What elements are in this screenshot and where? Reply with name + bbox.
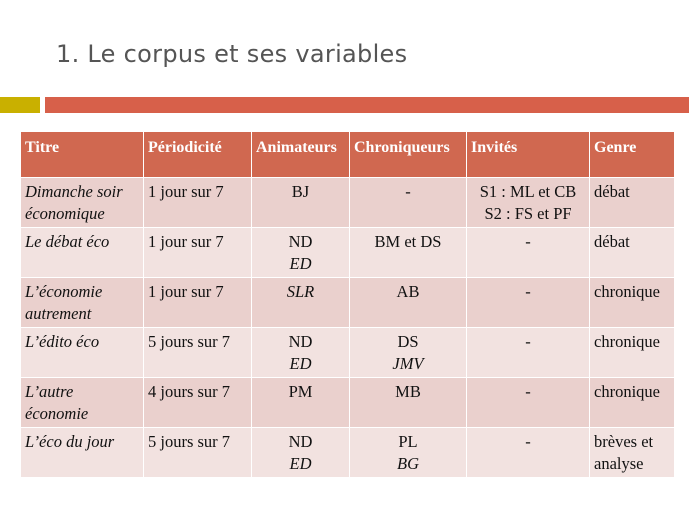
cell-titre [21, 178, 144, 228]
cell-animateurs [252, 278, 350, 328]
genre-line: chronique [594, 282, 660, 301]
cell-animateurs [252, 378, 350, 428]
table-row [21, 328, 675, 378]
animateur-name-italic: SLR [286, 282, 315, 301]
titre-line: L’édito éco [25, 332, 100, 351]
genre-line: chronique [594, 382, 660, 401]
cell-invites [467, 278, 590, 328]
chroniqueur-name: DS [397, 332, 419, 351]
animateur-name-italic: ED [289, 254, 312, 273]
cell-titre [21, 328, 144, 378]
animateur-name: ND [288, 432, 313, 451]
cell-chroniqueurs [350, 178, 467, 228]
cell-periodicite: 1 jour sur 7 [144, 278, 252, 328]
accent-bar-red [45, 97, 689, 113]
corpus-table [20, 131, 675, 478]
animateur-name: PM [288, 382, 313, 401]
header-periodicite: Périodicité [144, 132, 252, 178]
cell-titre [21, 228, 144, 278]
header-genre: Genre [590, 132, 675, 178]
animateur-name-italic: ED [289, 454, 312, 473]
cell-titre [21, 428, 144, 478]
genre-line: débat [594, 232, 630, 251]
slide-title: 1. Le corpus et ses variables [56, 40, 408, 68]
cell-invites [467, 378, 590, 428]
cell-titre [21, 378, 144, 428]
invite-line: S2 : FS et PF [484, 204, 572, 223]
accent-bar-yellow [0, 97, 40, 113]
invite-line: - [525, 332, 531, 351]
cell-periodicite: 4 jours sur 7 [144, 378, 252, 428]
invite-line: S1 : ML et CB [479, 182, 577, 201]
chroniqueur-name: BM et DS [374, 232, 442, 251]
animateur-name: ND [288, 332, 313, 351]
chroniqueur-name-italic: JMV [392, 354, 424, 373]
titre-line: L’éco du jour [25, 432, 115, 451]
table-header-row [21, 132, 675, 178]
cell-chroniqueurs [350, 278, 467, 328]
genre-line: analyse [594, 454, 644, 473]
cell-titre [21, 278, 144, 328]
table-row [21, 378, 675, 428]
header-chroniqueurs: Chroniqueurs [350, 132, 467, 178]
cell-genre [590, 178, 675, 228]
chroniqueur-name-italic: BG [397, 454, 419, 473]
titre-line: L’autre [25, 382, 74, 401]
cell-chroniqueurs [350, 428, 467, 478]
chroniqueur-name: AB [396, 282, 420, 301]
cell-invites [467, 328, 590, 378]
cell-chroniqueurs [350, 328, 467, 378]
header-titre: Titre [21, 132, 144, 178]
titre-line: économique [25, 204, 105, 223]
cell-periodicite: 1 jour sur 7 [144, 178, 252, 228]
titre-line: Dimanche soir [25, 182, 123, 201]
titre-line: économie [25, 404, 89, 423]
cell-periodicite: 5 jours sur 7 [144, 428, 252, 478]
genre-line: brèves et [594, 432, 654, 451]
cell-invites [467, 428, 590, 478]
cell-animateurs [252, 178, 350, 228]
cell-genre [590, 278, 675, 328]
cell-genre [590, 378, 675, 428]
table-row [21, 228, 675, 278]
genre-line: débat [594, 182, 630, 201]
animateur-name: ND [288, 232, 313, 251]
cell-animateurs [252, 228, 350, 278]
header-invites: Invités [467, 132, 590, 178]
cell-chroniqueurs [350, 378, 467, 428]
chroniqueur-name: - [405, 182, 411, 201]
table-row [21, 178, 675, 228]
animateur-name-italic: ED [289, 354, 312, 373]
invite-line: - [525, 382, 531, 401]
titre-line: autrement [25, 304, 92, 323]
cell-periodicite: 1 jour sur 7 [144, 228, 252, 278]
cell-invites [467, 178, 590, 228]
cell-periodicite: 5 jours sur 7 [144, 328, 252, 378]
cell-invites [467, 228, 590, 278]
invite-line: - [525, 232, 531, 251]
invite-line: - [525, 282, 531, 301]
table-row [21, 428, 675, 478]
header-animateurs: Animateurs [252, 132, 350, 178]
cell-animateurs [252, 328, 350, 378]
chroniqueur-name: PL [398, 432, 418, 451]
cell-genre [590, 228, 675, 278]
animateur-name: BJ [291, 182, 310, 201]
genre-line: chronique [594, 332, 660, 351]
invite-line: - [525, 432, 531, 451]
cell-genre [590, 428, 675, 478]
chroniqueur-name: MB [395, 382, 421, 401]
titre-line: L’économie [25, 282, 103, 301]
cell-chroniqueurs [350, 228, 467, 278]
cell-animateurs [252, 428, 350, 478]
cell-genre [590, 328, 675, 378]
titre-line: Le débat éco [25, 232, 110, 251]
table-row [21, 278, 675, 328]
